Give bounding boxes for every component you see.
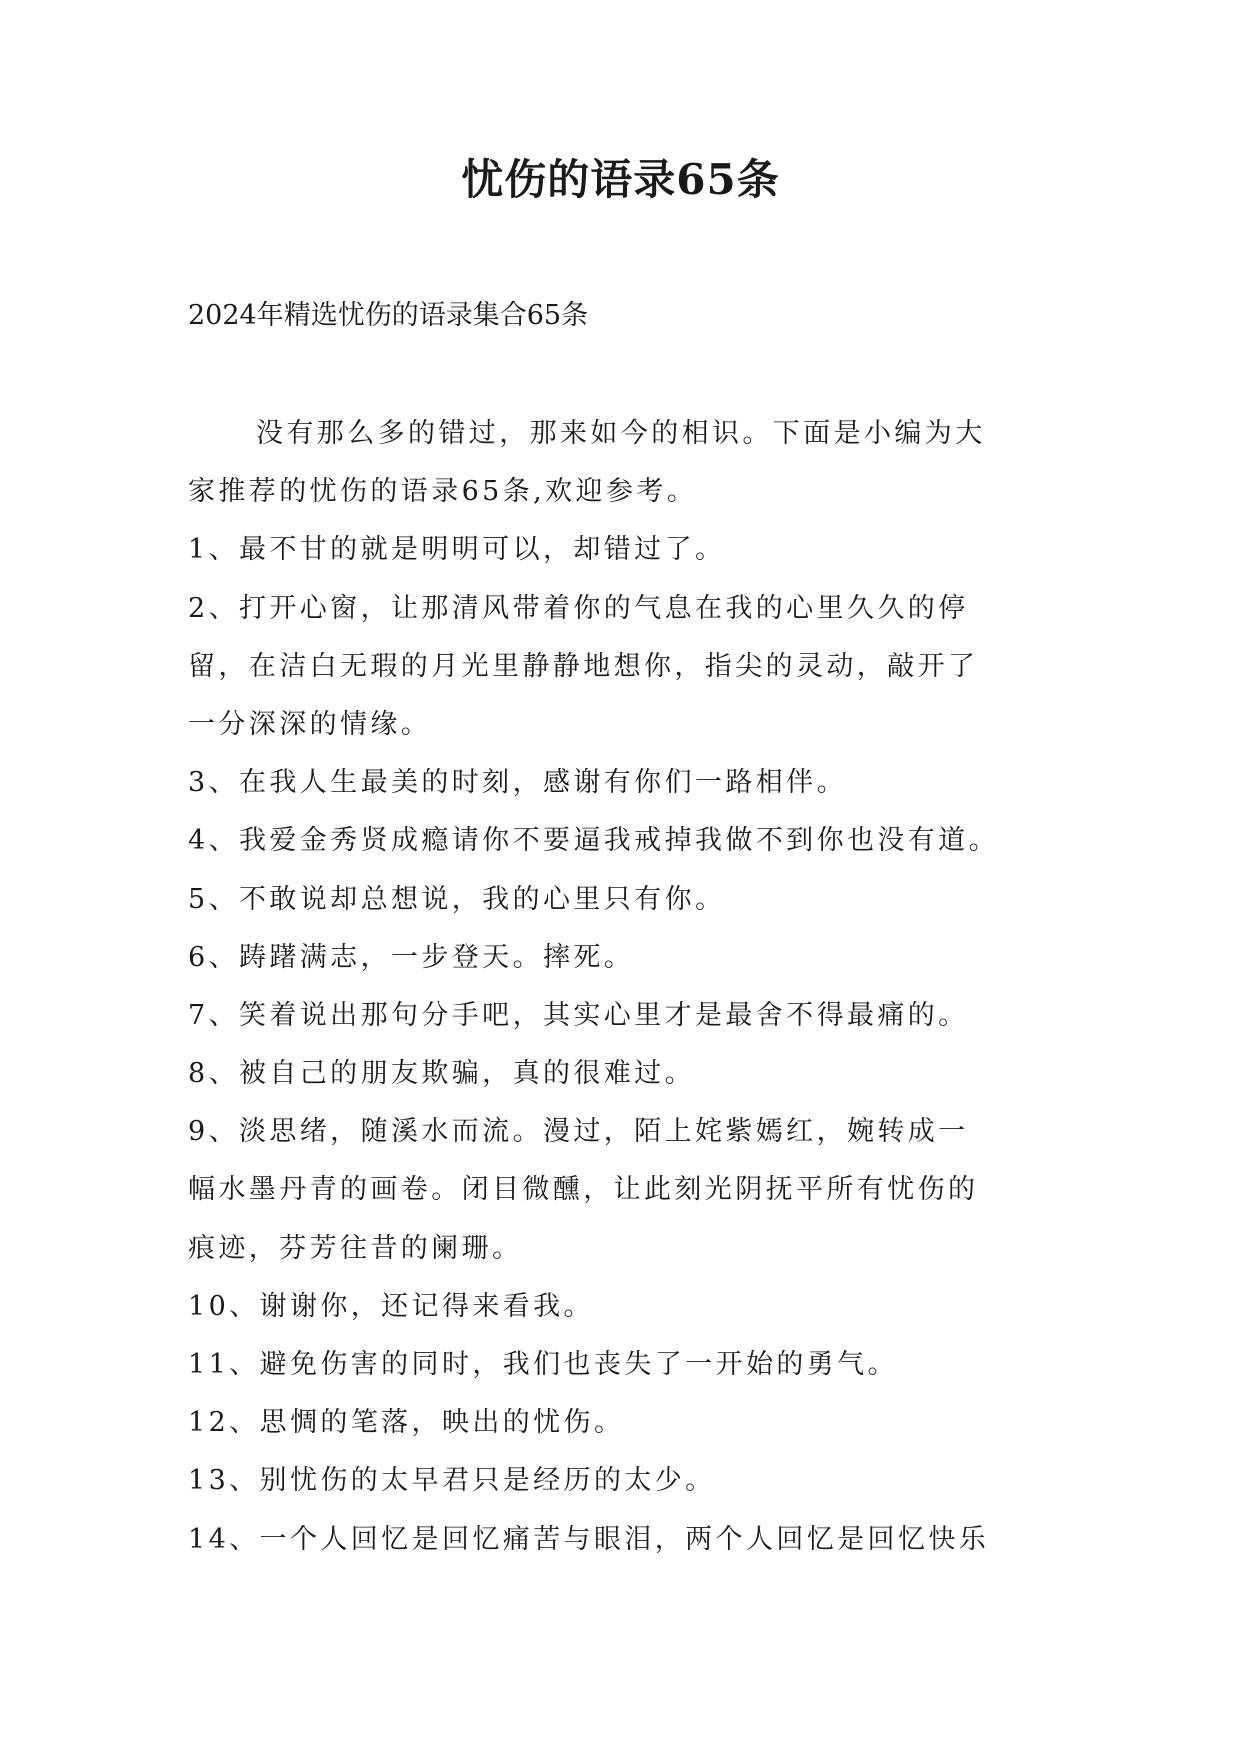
document-body [188,405,1068,1569]
quote-line: 11、避免伤害的同时，我们也丧失了一开始的勇气。 [188,1349,898,1380]
quote-line: 4、我爱金秀贤成瘾请你不要逼我戒掉我做不到你也没有道。 [188,825,999,857]
quote-line: 留，在洁白无瑕的月光里静静地想你，指尖的灵动，敲开了 [188,650,979,682]
quote-line: 6、踌躇满志，一步登天。摔死。 [188,941,635,973]
quote-line: 7、笑着说出那句分手吧，其实心里才是最舍不得最痛的。 [188,999,969,1031]
quote-line: 10、谢谢你，还记得来看我。 [188,1290,594,1322]
document-title: 忧伤的语录65条 [461,155,780,204]
quote-line: 痕迹，芬芳往昔的阑珊。 [188,1232,523,1264]
quote-line: 3、在我人生最美的时刻，感谢有你们一路相伴。 [188,767,847,799]
quote-line: 8、被自己的朋友欺骗，真的很难过。 [188,1058,695,1090]
quote-line: 14、一个人回忆是回忆痛苦与眼泪，两个人回忆是回忆快乐 [188,1523,990,1555]
quote-line: 13、别忧伤的太早君只是经历的太少。 [188,1465,716,1497]
quote-line: 1、最不甘的就是明明可以，却错过了。 [188,534,726,566]
quote-line: 幅水墨丹青的画卷。闭目微醺，让此刻光阴抚平所有忧伤的 [188,1174,979,1206]
intro-line: 家推荐的忧伤的语录65条,欢迎参考。 [188,476,698,508]
intro-line: 没有那么多的错过，那来如今的相识。下面是小编为大 [256,418,986,449]
quote-line: 12、思惆的笔落，映出的忧伤。 [188,1407,625,1439]
quote-line: 9、淡思绪，随溪水而流。漫过，陌上姹紫嫣红，婉转成一 [188,1116,969,1148]
quote-line: 一分深深的情缘。 [188,708,432,740]
document-subtitle: 2024年精选忧伤的语录集合65条 [188,300,589,331]
quote-line: 5、不敢说却总想说，我的心里只有你。 [188,883,726,915]
quote-line: 2、打开心窗，让那清风带着你的气息在我的心里久久的停 [188,592,969,624]
